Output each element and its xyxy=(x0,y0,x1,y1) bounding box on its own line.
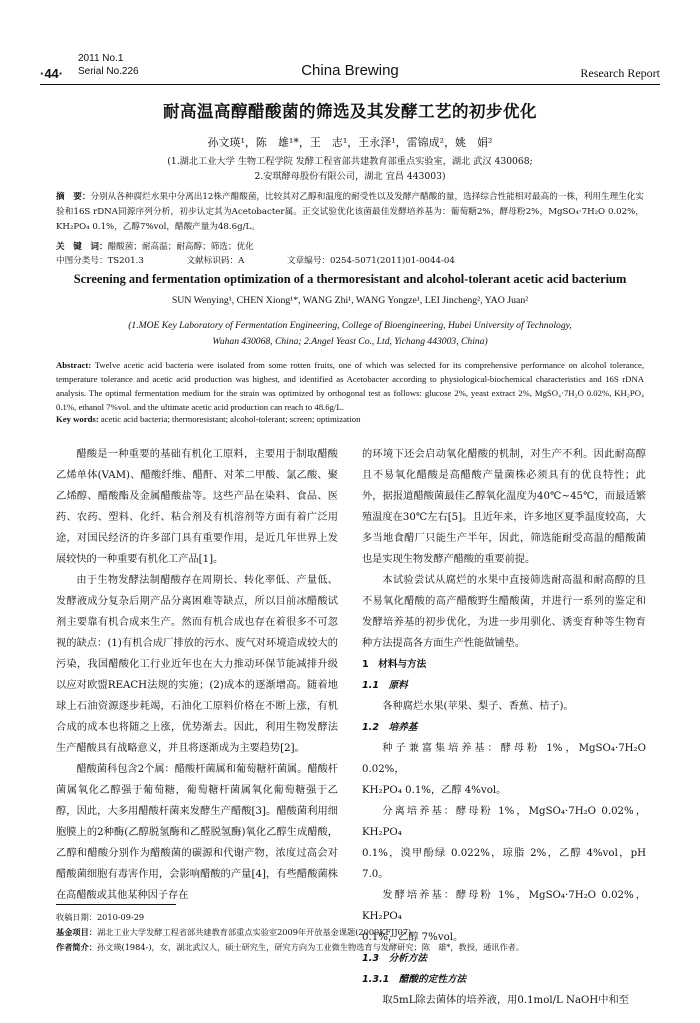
affiliation-chinese-1: (1.湖北工业大学 生物工程学院 发酵工程省部共建教育部重点实验室，湖北 武汉 430068; xyxy=(167,156,533,167)
medium-line: 发酵培养基：酵母粉 1%，MgSO₄·7H₂O 0.02%，KH₂PO₄ xyxy=(362,890,646,922)
paragraph: 各种腐烂水果(苹果、梨子、香蕉、桔子)。 xyxy=(382,701,574,712)
fund-note xyxy=(56,925,644,940)
paragraph: 由于生物发酵法制醋酸存在周期长、转化率低、产量低、发酵液成分复杂后期产品分离困难等缺点，所以目前冰醋酸试剂主要靠有机合成来生产。然而有机合成也存在着很多不可忽视的缺点：(1)有机合成厂排放的污水、废气对环境造成较大的污染，我国醋酸化工行业近年也在大力推动环保节能减排升级以应对欧盟REACH法规的实施；(2)成本的逐渐增高。随着地球上石油资源逐步耗竭，石油化工原料价格在不断上涨，有机合成的成本也将随之上涨，优势渐去。因此，利用生物发酵法生产醋酸具有战略意义，并且将逐渐成为主要趋势[2]。 xyxy=(56,575,338,754)
serial-number: Serial No.226 xyxy=(78,66,139,77)
medium-line: 分离培养基：酵母粉 1%，MgSO₄·7H₂O 0.02%，KH₂PO₄ xyxy=(362,806,646,838)
subsubsection-heading: 1.3.1 醋酸的定性方法 xyxy=(362,974,467,985)
medium-line: 种子兼富集培养基：酵母粉 1%，MgSO₄·7H₂O 0.02%， xyxy=(362,743,646,775)
fund-label: 基金项目： xyxy=(56,927,97,937)
abstract-chinese-text: 分别从各种腐烂水果中分离出12株产醋酸菌，比较其对乙醇和温度的耐受性以及发酵产醋酸的量，选择综合性能相对最高的一株，利用生理生化实验和16S rDNA同源序列分析，初步认定其为Acetobacter属。正交试验优化该菌最佳发酵培养基为：葡萄糖2%，酵母粉2%，MgSO₄·7H₂O 0.02%，KH₂PO₄ 0.1%，乙醇7%vol，醋酸产量为48.6g/L。 xyxy=(56,192,644,232)
keywords-chinese-label: 关 键 词： xyxy=(56,242,108,252)
article-number: 文章编号：0254-5071(2011)01-0044-04 xyxy=(287,256,455,266)
paragraph: 醋酸菌科包含2个属：醋酸杆菌属和葡萄糖杆菌属。醋酸杆菌属氧化乙醇强于葡萄糖，葡萄糖杆菌属氧化葡萄糖强于乙醇，因此，大多用醋酸杆菌来发酵生产醋酸[3]。醋酸菌利用细胞膜上的2种酶(乙醇脱氢酶和乙醛脱氢酶)氧化乙醇生成醋酸，乙醇和醋酸分别作为醋酸菌的碳源和代谢产物，浓度过高会对醋酸菌细胞有毒害作用，会影响醋酸的产量[4]，有些醋酸菌株在高醋酸或其他某种因子存在 xyxy=(56,764,338,901)
header-rule xyxy=(40,84,660,85)
section-name: Research Report xyxy=(580,66,660,80)
received-date: 收稿日期：2010-09-29 xyxy=(56,912,145,922)
keywords-chinese-text: 醋酸菌；耐高温；耐高醇；筛选；优化 xyxy=(107,242,254,252)
medium-line: KH₂PO₄ 0.1%，乙醇 4%vol。 xyxy=(362,785,507,796)
affiliation-english xyxy=(40,318,660,350)
paragraph: 取5mL除去菌体的培养液，用0.1mol/L NaOH中和至 xyxy=(382,995,629,1006)
page-header xyxy=(40,36,660,80)
issue-year: 2011 No.1 xyxy=(78,53,124,64)
affiliation-chinese-2: 2.安琪酵母股份有限公司，湖北 宜昌 443003) xyxy=(254,171,446,182)
affiliation-english-1: (1.MOE Key Laboratory of Fermentation Engineering, College of Bioengineering, Hubei University of Technology, xyxy=(128,320,572,331)
journal-name: China Brewing xyxy=(301,62,399,79)
title-chinese: 耐高温高醇醋酸菌的筛选及其发酵工艺的初步优化 xyxy=(163,102,537,121)
fund-text: 湖北工业大学发酵工程省部共建教育部重点实验室2009年开放基金课题(2009KFJJ07) xyxy=(96,927,412,937)
footnotes xyxy=(56,910,644,955)
abstract-chinese-label: 摘 要： xyxy=(56,192,91,202)
author-note xyxy=(56,940,644,955)
medium-line: 0.1%，溴甲酚绿 0.022%，琼脂 2%，乙醇 4%vol，pH 7.0。 xyxy=(362,848,646,880)
body-column-left xyxy=(56,444,338,906)
medium-line: 0.1%，乙醇 7%vol。 xyxy=(362,932,464,943)
affiliation-english-2: Wuhan 430068, China; 2.Angel Yeast Co., Ltd, Yichang 443003, China) xyxy=(212,336,488,347)
section-heading: 1 材料与方法 xyxy=(362,659,427,670)
paragraph: 醋酸是一种重要的基础有机化工原料，主要用于制取醋酸乙烯单体(VAM)、醋酸纤维、醋酐、对苯二甲酸、氯乙酸、聚乙烯醇、醋酸酯及金属醋酸盐等。这些产品在染料、食品、医药、农药、塑料、化纤、粘合剂及有机溶剂等方面有着广泛用途，对国民经济的许多部门具有重要作用，是近几年世界上发展较快的一种重要有机化工产品[1]。 xyxy=(56,449,338,565)
keywords-chinese xyxy=(56,240,644,254)
abstract-chinese xyxy=(56,190,644,235)
document-code: 文献标识码：A xyxy=(186,256,245,266)
subsection-heading: 1.2 培养基 xyxy=(362,722,418,733)
meta-chinese xyxy=(56,240,644,268)
keywords-english xyxy=(56,414,644,424)
title-english: Screening and fermentation optimization of a thermoresistant and alcohol-tolerant acetic acid bacterium xyxy=(73,272,627,286)
subsection-heading: 1.1 原料 xyxy=(362,680,408,691)
paragraph: 的环境下还会启动氧化醋酸的机制，对生产不利。因此耐高醇且不易氧化醋酸是高醋酸产量菌株必须具有的优良特性；此外，据报道醋酸菌最佳乙醇氧化温度为40℃~45℃，而最适繁殖温度在30℃左右[5]。且近年来，许多地区夏季温度较高，大多当地食醋厂只能生产半年，因此，筛选能耐受高温的醋酸菌也是实现生物发酵产醋酸的重要前提。 xyxy=(362,449,646,565)
abstract-english-label: Abstract: xyxy=(56,360,92,370)
page-number: ·44· xyxy=(40,66,64,81)
authors-chinese: 孙文瑛¹，陈 雄¹*，王 志¹，王永泽¹，雷锦成²，姚 娟² xyxy=(207,136,493,149)
paragraph: 本试验尝试从腐烂的水果中直接筛选耐高温和耐高醇的且不易氧化醋酸的高产醋酸野生醋酸菌，并进行一系列的鉴定和发酵培养基的初步优化，为进一步用驯化、诱变育种等生物育种方法提高各方面生产性能做铺垫。 xyxy=(362,575,646,649)
keywords-english-text: acetic acid bacteria; thermoresistant; alcohol-tolerant; screen; optimization xyxy=(100,414,361,424)
abstract-english xyxy=(56,358,644,414)
author-text: 孙文瑛(1984-)，女，湖北武汉人，硕士研究生，研究方向为工业微生物选育与发酵研究；陈 雄*，教授，通讯作者。 xyxy=(96,942,525,952)
subsection-heading: 1.3 分析方法 xyxy=(362,953,427,964)
keywords-english-label: Key words: xyxy=(56,414,99,424)
authors-english: SUN Wenying¹, CHEN Xiong¹*, WANG Zhi¹, WANG Yongze¹, LEI Jincheng², YAO Juan² xyxy=(171,295,529,306)
footnote-rule xyxy=(56,904,176,905)
abstract-english-text: Twelve acetic acid bacteria were isolated from some rotten fruits, one of which was selected for its comprehensive performance on alcohol tolerance, temperature tolerance and acetic acid production was highest, and identified as Acetobacter according to physiological-biochemical characteristics and 16S rDNA analysis. The optimal fermentation medium for the strain was optimized by orthogonal test as follows: glucose 2%, yeast extract 2%, MgSO₄·7H₂O 0.02%, KH₂PO₄ 0.1%, ethanol 7%vol. and the ultimate acetic acid production can reach to 48.6g/L. xyxy=(56,360,645,412)
classification-line xyxy=(56,254,644,268)
author-label: 作者简介： xyxy=(56,942,97,952)
clc-number: 中图分类号：TS201.3 xyxy=(56,256,144,266)
